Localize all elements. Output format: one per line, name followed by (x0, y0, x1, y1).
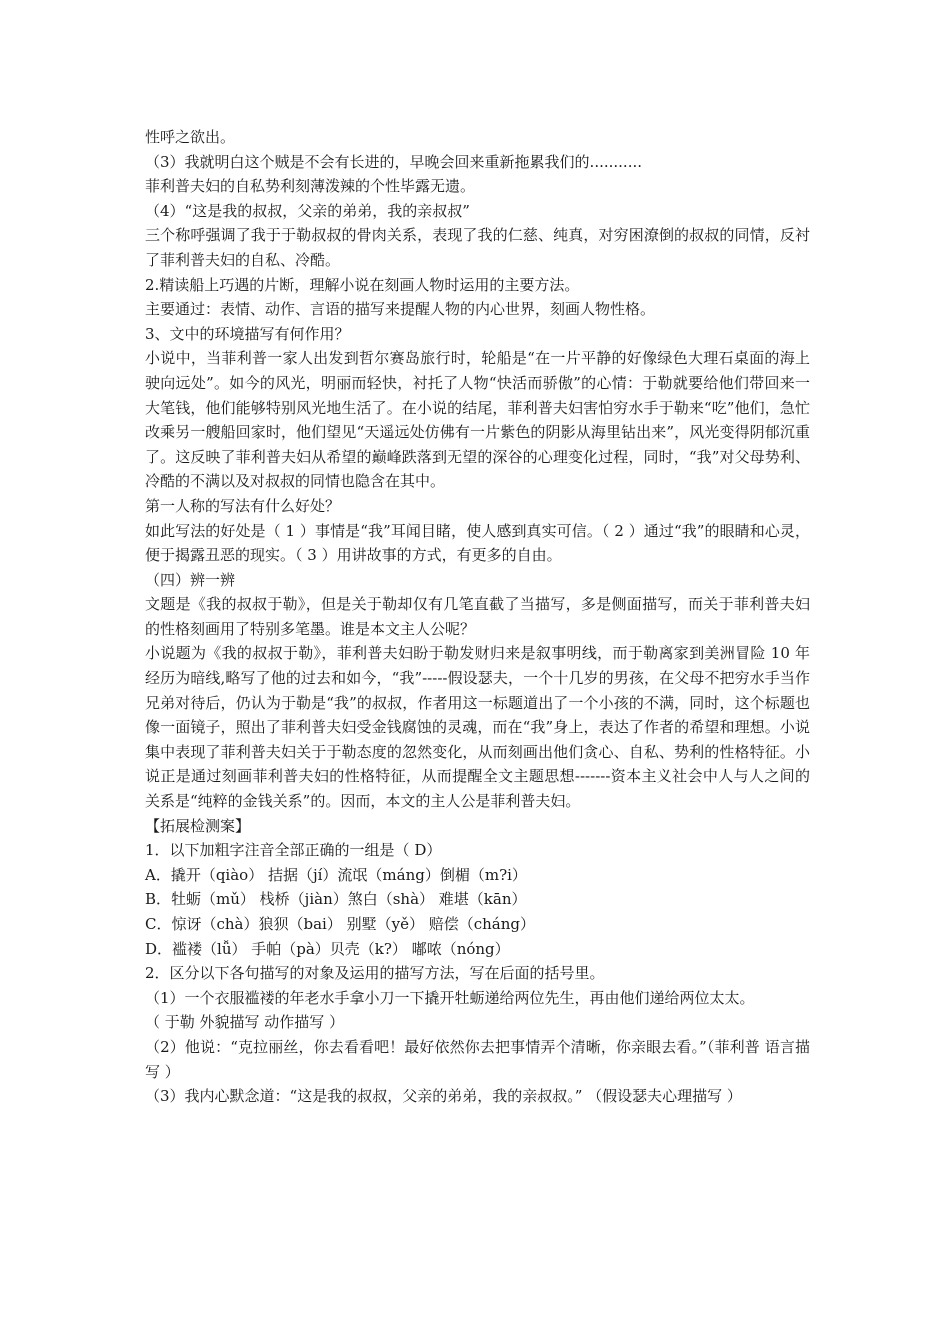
paragraph-11: 如此写法的好处是（ 1 ）事情是“我”耳闻目睹，使人感到真实可信。（ 2 ）通过“我”的眼睛和心灵，便于揭露丑恶的现实。（ 3 ）用讲故事的方式，有更多的自由。 (145, 521, 810, 565)
document-body (145, 125, 810, 1109)
paragraph-20: D．褴褛（lǚ） 手帕（pà）贝壳（k?） 嘟哝（nóng） (145, 939, 510, 958)
paragraph-18: B．牡蛎（mǔ） 栈桥（jiàn）煞白（shà） 难堪（kān） (145, 890, 527, 909)
paragraph-1: 性呼之欲出。 (145, 128, 236, 146)
paragraph-22: （1）一个衣服褴褛的年老水手拿小刀一下撬开牡蛎递给两位先生，再由他们递给两位太太。 (145, 988, 755, 1007)
paragraph-5: 三个称呼强调了我于于勒叔叔的骨肉关系，表现了我的仁慈、纯真，对穷困潦倒的叔叔的同情，反衬了菲利普夫妇的自私、冷酷。 (145, 226, 810, 269)
paragraph-21: 2．区分以下各句描写的对象及运用的描写方法，写在后面的括号里。 (145, 964, 605, 983)
paragraph-16: 1．以下加粗字注音全部正确的一组是（ D） (145, 841, 442, 860)
paragraph-2: （3）我就明白这个贼是不会有长进的，早晚会回来重新拖累我们的........... (145, 152, 642, 171)
paragraph-24: （2）他说：“克拉丽丝，你去看看吧！最好依然你去把事情弄个清晰，你亲眼去看。”（菲利普 语言描写 ） (145, 1037, 810, 1081)
paragraph-15: 【拓展检测案】 (145, 816, 251, 835)
paragraph-19: C．惊讶（chà）狼狈（bai） 别墅（yě） 赔偿（cháng） (145, 915, 535, 933)
paragraph-4: （4）“这是我的叔叔，父亲的弟弟，我的亲叔叔” (145, 201, 470, 220)
paragraph-9: 小说中，当菲利普一家人出发到哲尔赛岛旅行时，轮船是“在一片平静的好像绿色大理石桌面的海上驶向远处”。如今的风光，明丽而轻快，衬托了人物“快活而骄傲”的心情：于勒就要给他们带回来一大笔钱，他们能够特别风光地生活了。在小说的结尾，菲利普夫妇害怕穷水手于勒来“吃”他们，急忙改乘另一艘船回家时，他们望见“天遥远处仿佛有一片紫色的阴影从海里钻出来”，风光变得阴郁沉重了。这反映了菲利普夫妇从希望的巅峰跌落到无望的深谷的心理变化过程，同时，“我”对父母势利、冷酷的不满以及对叔叔的同情也隐含在其中。 (145, 349, 810, 491)
paragraph-7: 主要通过：表情、动作、言语的描写来提醒人物的内心世界，刻画人物性格。 (145, 300, 656, 319)
paragraph-25: （3）我内心默念道：“这是我的叔叔，父亲的弟弟，我的亲叔叔。” （假设瑟夫心理描写 ） (145, 1087, 742, 1106)
paragraph-14: 小说题为《我的叔叔于勒》，菲利普夫妇盼于勒发财归来是叙事明线，而于勒离家到美洲冒险 10 年经历为暗线,略写了他的过去和如今，“我”-----假设瑟夫，一个十几岁的男孩，在父母不把穷水手当作兄弟对待后，仍认为于勒是“我”的叔叔，作者用这一标题道出了一个小孩的不满，同时，这个标题也像一面镜子，照出了菲利普夫妇受金钱腐蚀的灵魂，而在“我”身上，表达了作者的希望和理想。小说集中表现了菲利普夫妇关于于勒态度的忽然变化，从而刻画出他们贪心、自私、势利的性格特征。小说正是通过刻画菲利普夫妇的性格特征，从而提醒全文主题思想-------资本主义社会中人与人之间的关系是“纯粹的金钱关系”的。因而，本文的主人公是菲利普夫妇。 (145, 644, 810, 811)
paragraph-23: （ 于勒 外貌描写 动作描写 ） (145, 1013, 345, 1032)
paragraph-3: 菲利普夫妇的自私势利刻薄泼辣的个性毕露无遗。 (145, 177, 476, 196)
paragraph-10: 第一人称的写法有什么好处？ (145, 496, 341, 515)
paragraph-8: 3、文中的环境描写有何作用？ (145, 324, 350, 343)
paragraph-6: 2.精读船上巧遇的片断，理解小说在刻画人物时运用的主要方法。 (145, 275, 580, 294)
paragraph-13: 文题是《我的叔叔于勒》，但是关于勒却仅有几笔直截了当描写，多是侧面描写，而关于菲利普夫妇的性格刻画用了特别多笔墨。谁是本文主人公呢？ (145, 595, 810, 638)
paragraph-17: A．撬开（qiào） 拮据（jí）流氓（máng）倒楣（m?i） (145, 865, 527, 884)
paragraph-12: （四）辨一辨 (145, 570, 236, 589)
